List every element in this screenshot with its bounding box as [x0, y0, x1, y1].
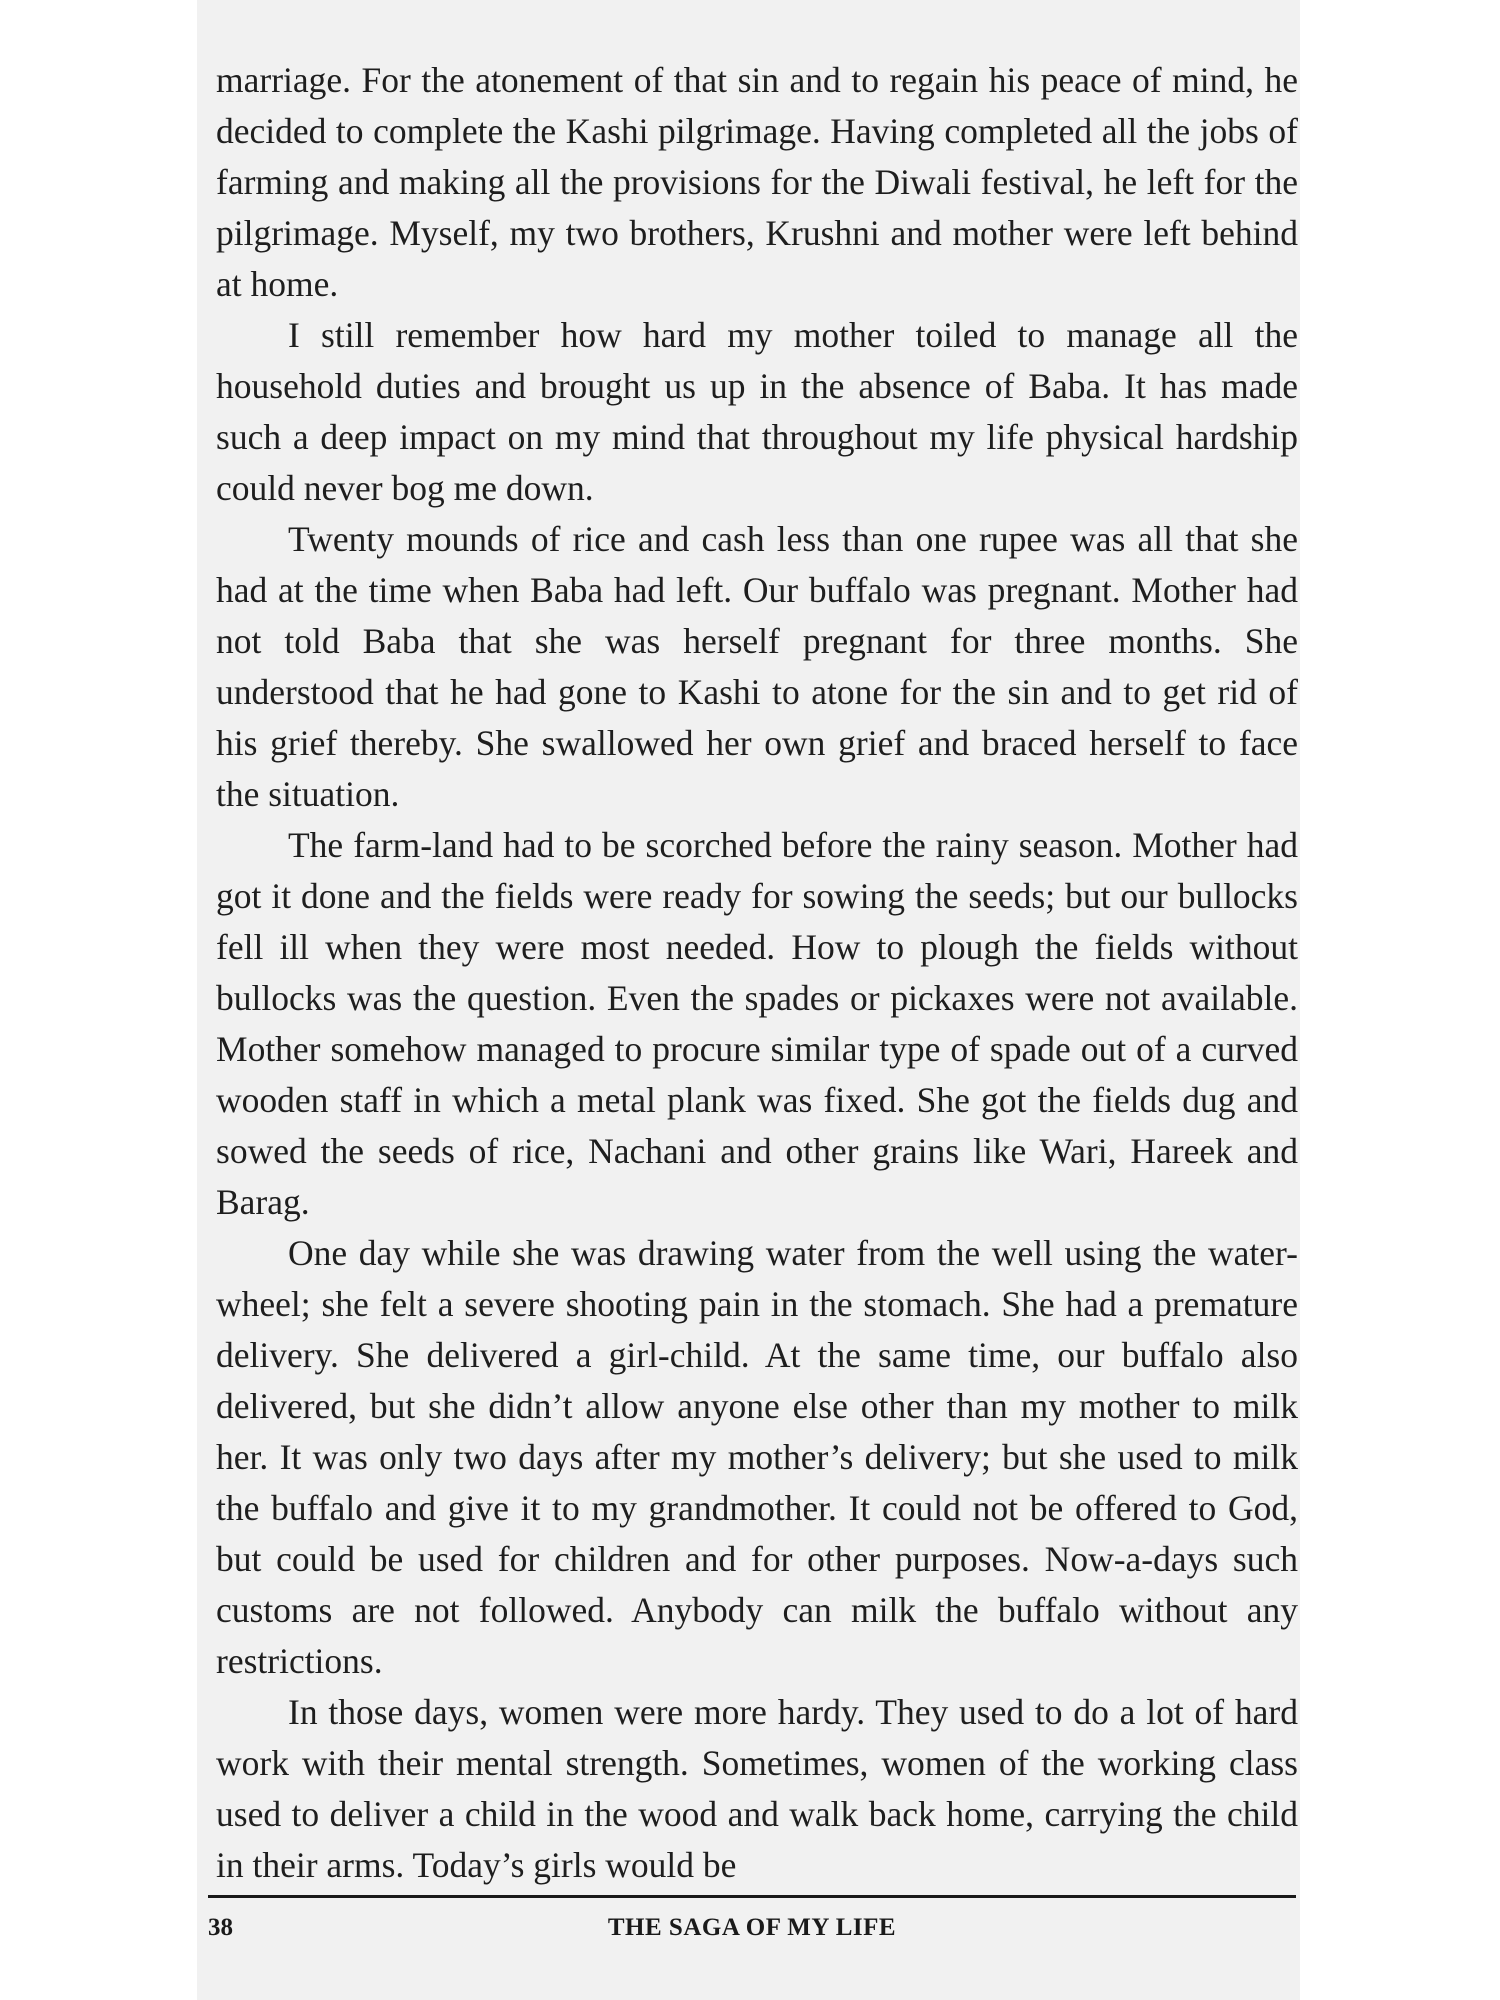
right-margin	[1300, 0, 1500, 2000]
paragraph: One day while she was drawing water from the well using the water-wheel; she felt a severe shooting pain in the stomach. She had a premature delivery. She delivered a girl-child. At the same time, our buffalo also delivered, but she didn’t allow anyone else other than my mother to milk her. It was only two days after my mother’s delivery; but she used to milk the buffalo and give it to my grandmother. It could not be offered to God, but could be used for children and for other purposes. Now-a-days such customs are not followed. Anybody can milk the buffalo without any restrictions.	[216, 1233, 1298, 1681]
paragraph: I still remember how hard my mother toiled to manage all the household duties and brought us up in the absence of Baba. It has made such a deep impact on my mind that throughout my life physical hardship could never bog me down.	[216, 315, 1298, 508]
left-margin	[0, 0, 197, 2000]
paragraph: Twenty mounds of rice and cash less than one rupee was all that she had at the time when Baba had left. Our buffalo was pregnant. Mother had not told Baba that she was herself pregnant for three months. She understood that he had gone to Kashi to atone for the sin and to get rid of his grief thereby. She swallowed her own grief and braced herself to face the situation.	[216, 519, 1298, 814]
body-text	[216, 55, 1298, 1891]
paragraph: In those days, women were more hardy. They used to do a lot of hard work with their mental strength. Sometimes, women of the working class used to deliver a child in the wood and walk back home, carrying the child in their arms. Today’s girls would be	[216, 1692, 1298, 1885]
page-footer	[208, 1910, 1296, 1946]
book-page	[197, 0, 1300, 2000]
running-title: THE SAGA OF MY LIFE	[607, 1914, 897, 1941]
paragraph-continued: marriage. For the atonement of that sin and to regain his peace of mind, he decided to complete the Kashi pilgrimage. Having completed all the jobs of farming and making all the provisions for the Diwali festival, he left for the pilgrimage. Myself, my two brothers, Krushni and mother were left behind at home.	[216, 60, 1298, 304]
paragraph: The farm-land had to be scorched before the rainy season. Mother had got it done and the fields were ready for sowing the seeds; but our bullocks fell ill when they were most needed. How to plough the fields without bullocks was the question. Even the spades or pickaxes were not available. Mother somehow managed to procure similar type of spade out of a curved wooden staff in which a metal plank was fixed. She got the fields dug and sowed the seeds of rice, Nachani and other grains like Wari, Hareek and Barag.	[216, 825, 1298, 1222]
footer-rule	[208, 1895, 1296, 1898]
page-number: 38	[208, 1914, 233, 1941]
